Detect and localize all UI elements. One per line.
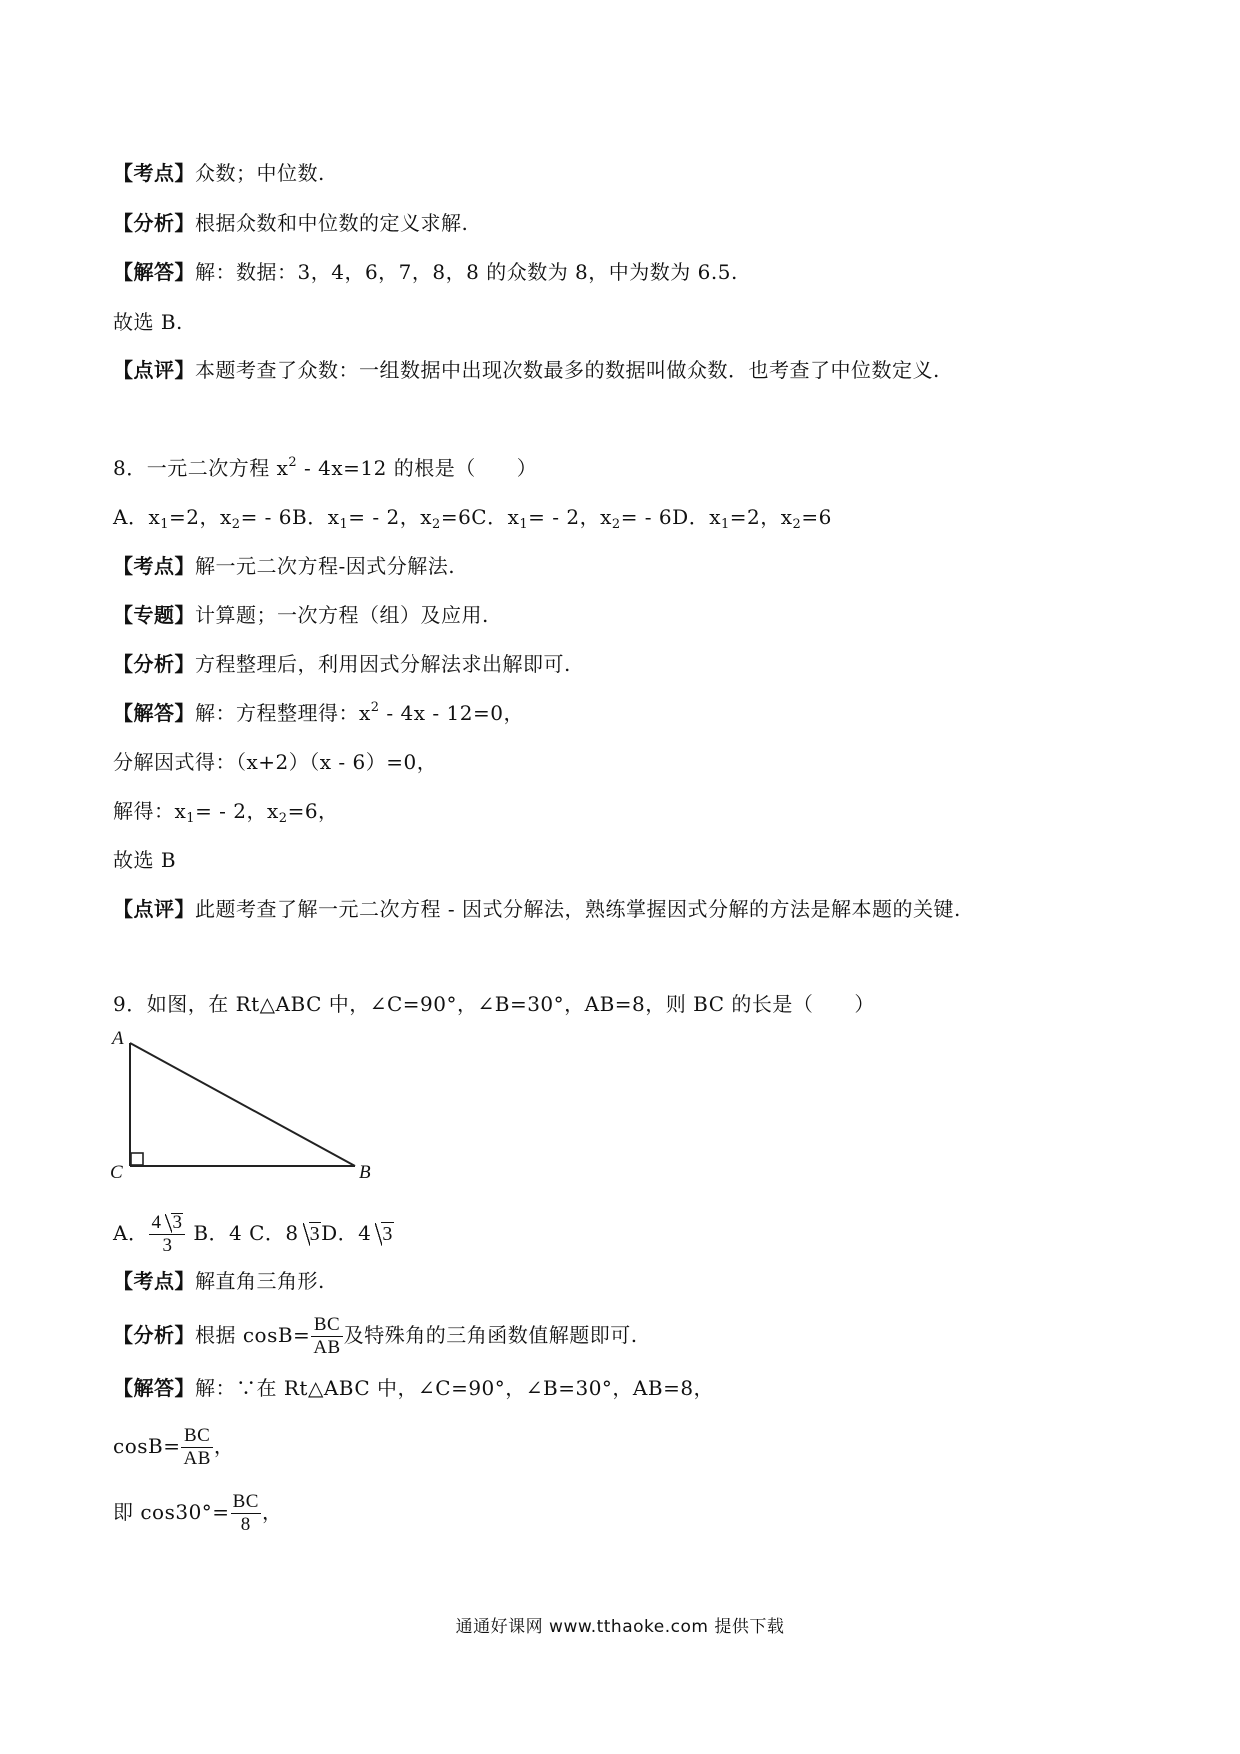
fraction — [231, 1491, 261, 1536]
option-c: C．x — [471, 505, 520, 529]
q9-options — [113, 1212, 394, 1257]
option-d: =2，x — [729, 505, 793, 529]
tag-label: 【解答】 — [113, 701, 195, 725]
q7-jieda — [113, 259, 738, 285]
fraction-denominator: 3 — [162, 1235, 173, 1256]
q7-kaodian — [113, 160, 325, 186]
jieda-text: 解：数据：3，4，6，7，8，8 的众数为 8，中为数为 6.5. — [195, 260, 738, 284]
q8-fenxi — [113, 651, 571, 677]
coefficient: 4 — [151, 1212, 162, 1233]
subscript: 2 — [611, 517, 621, 532]
q9-jieda — [113, 1375, 714, 1401]
sqrt-symbol — [299, 1221, 322, 1247]
kaodian-text: 解一元二次方程-因式分解法. — [195, 554, 456, 578]
option-c: = - 6 — [620, 505, 673, 529]
tag-label: 【解答】 — [113, 1376, 195, 1400]
dianping-text: 此题考查了解一元二次方程 - 因式分解法，熟练掌握因式分解的方法是解本题的关键. — [195, 897, 961, 921]
vertex-label-a: A — [112, 1028, 124, 1049]
tag-label: 【解答】 — [113, 260, 195, 284]
q8-options — [113, 504, 832, 530]
option-a-fraction — [149, 1212, 185, 1257]
triangle-figure — [108, 1028, 378, 1200]
option-a: = - 6 — [240, 505, 293, 529]
fenxi-text: 方程整理后，利用因式分解法求出解即可. — [195, 652, 571, 676]
tag-label: 【点评】 — [113, 358, 195, 382]
fraction-numerator: BC — [311, 1314, 342, 1337]
tag-label: 【分析】 — [113, 1323, 195, 1347]
sqrt-symbol — [371, 1221, 394, 1247]
radicand: 3 — [162, 1212, 183, 1234]
subscript: 2 — [432, 517, 441, 532]
option-a: A． — [113, 1221, 149, 1245]
solution-text: = - 2，x — [195, 799, 279, 823]
q8-zhuanti — [113, 602, 489, 628]
fraction — [181, 1425, 212, 1470]
q9-step-cos — [113, 1425, 234, 1470]
fraction-denominator: 8 — [240, 1514, 251, 1535]
q9-step-cos30 — [113, 1491, 282, 1536]
right-angle-marker — [131, 1153, 143, 1165]
q9-kaodian — [113, 1268, 325, 1294]
solution-text: =6， — [287, 799, 339, 823]
subscript: 2 — [231, 517, 241, 532]
q9-stem: 9．如图，在 Rt△ABC 中，∠C=90°，∠B=30°，AB=8，则 BC 的长是（ ） — [113, 992, 875, 1016]
fraction-numerator: BC — [232, 1491, 259, 1512]
radicand: 3 — [372, 1221, 394, 1247]
q7-dianping — [113, 357, 940, 383]
step-text: 即 cos30°= — [113, 1500, 230, 1524]
fraction-denominator: AB — [313, 1337, 341, 1358]
option-b-c: B．4 C．8 — [193, 1221, 299, 1245]
side-ab — [130, 1043, 355, 1166]
subscript: 1 — [519, 517, 529, 532]
step-text: cosB= — [113, 1434, 181, 1458]
q8-step-factor: 分解因式得：（x+2）（x - 6）=0， — [113, 750, 438, 774]
tag-label: 【点评】 — [113, 897, 195, 921]
option-a: A．x — [113, 505, 161, 529]
subscript: 2 — [792, 517, 802, 532]
q8-answer: 故选 B — [113, 848, 177, 872]
jieda-text: 解：∵在 Rt△ABC 中，∠C=90°，∠B=30°，AB=8， — [195, 1376, 715, 1400]
tag-label: 【考点】 — [113, 161, 195, 185]
option-d: D．x — [672, 505, 721, 529]
q8-kaodian — [113, 553, 455, 579]
exponent: 2 — [288, 455, 298, 470]
tag-label: 【分析】 — [113, 652, 195, 676]
option-b: =6 — [440, 505, 472, 529]
subscript: 1 — [160, 517, 170, 532]
option-b: = - 2，x — [348, 505, 433, 529]
radicand: 3 — [300, 1221, 322, 1247]
stem-text: 8．一元二次方程 x — [113, 456, 289, 480]
subscript: 1 — [720, 517, 730, 532]
fenxi-text: 根据 cosB= — [195, 1323, 311, 1347]
subscript: 2 — [278, 811, 288, 826]
subscript: 1 — [339, 517, 349, 532]
solution-text: 解得：x — [113, 799, 187, 823]
fraction-numerator: BC — [181, 1425, 212, 1448]
option-d: D．4 — [321, 1221, 372, 1245]
jieda-text: 解：方程整理得：x — [195, 701, 371, 725]
q8-stem — [113, 455, 537, 481]
vertex-label-b: B — [359, 1162, 371, 1183]
q8-jieda — [113, 700, 524, 726]
option-b: B．x — [292, 505, 340, 529]
dianping-text: 本题考查了众数：一组数据中出现次数最多的数据叫做众数．也考查了中位数定义. — [195, 358, 940, 382]
q7-fenxi — [113, 210, 468, 236]
q8-step-solution — [113, 798, 339, 824]
kaodian-text: 众数；中位数. — [195, 161, 325, 185]
exponent: 2 — [370, 700, 380, 715]
subscript: 1 — [186, 811, 196, 826]
tag-label: 【分析】 — [113, 211, 195, 235]
option-c: = - 2，x — [528, 505, 612, 529]
tag-label: 【专题】 — [113, 603, 195, 627]
page-footer: 通通好课网 www.tthaoke.com 提供下载 — [455, 1617, 785, 1637]
option-d: =6 — [801, 505, 832, 529]
zhuanti-text: 计算题；一次方程（组）及应用. — [195, 603, 489, 627]
fenxi-text: 根据众数和中位数的定义求解. — [195, 211, 469, 235]
q7-answer: 故选 B. — [113, 310, 183, 334]
fraction-numerator — [149, 1212, 185, 1235]
sqrt-symbol — [161, 1212, 183, 1234]
tag-label: 【考点】 — [113, 1269, 195, 1293]
fraction — [311, 1314, 342, 1359]
vertex-label-c: C — [110, 1162, 123, 1183]
jieda-text: - 4x - 12=0， — [379, 701, 524, 725]
option-a: =2，x — [169, 505, 232, 529]
tag-label: 【考点】 — [113, 554, 195, 578]
stem-text: - 4x=12 的根是（ ） — [297, 456, 538, 480]
q9-fenxi — [113, 1314, 638, 1359]
step-text: ， — [261, 1500, 283, 1524]
q8-dianping — [113, 896, 961, 922]
fraction-denominator: AB — [183, 1448, 211, 1469]
fenxi-text: 及特殊角的三角函数值解题即可. — [343, 1323, 638, 1347]
kaodian-text: 解直角三角形. — [195, 1269, 325, 1293]
step-text: ， — [213, 1434, 235, 1458]
